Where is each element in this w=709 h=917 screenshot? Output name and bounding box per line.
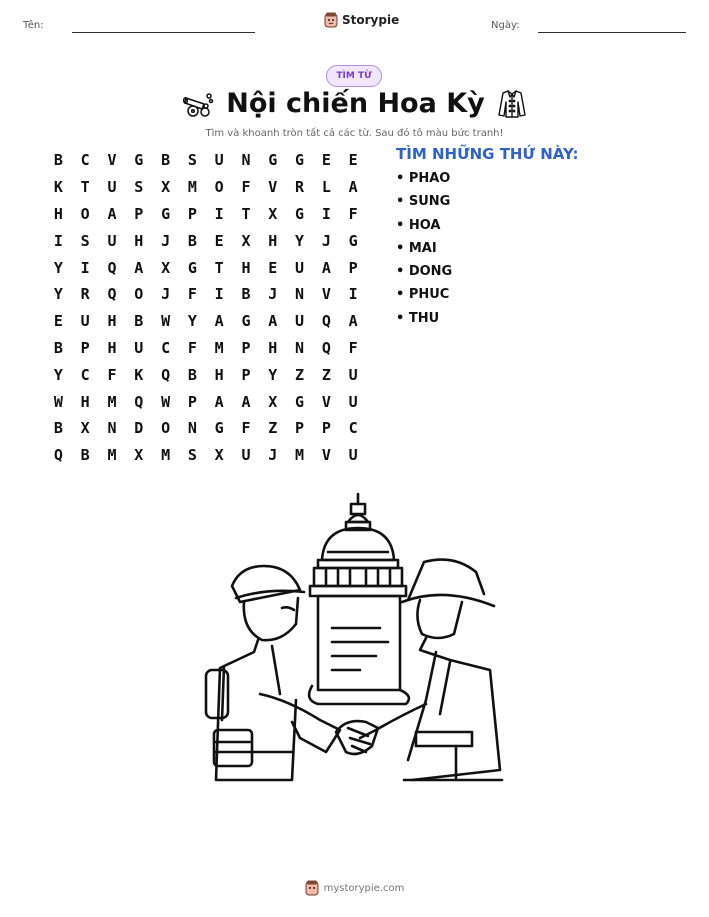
footer-url: mystorypie.com	[323, 882, 405, 894]
grid-letter[interactable]: Q	[321, 338, 331, 357]
title-row	[0, 88, 709, 119]
grid-letter[interactable]: T	[80, 178, 90, 197]
grid-letter[interactable]: G	[348, 231, 358, 250]
grid-row	[45, 388, 367, 415]
grid-letter[interactable]: F	[348, 338, 358, 357]
grid-letter[interactable]: Q	[134, 392, 144, 411]
grid-letter[interactable]: E	[268, 258, 278, 277]
grid-row	[45, 415, 367, 442]
grid-letter[interactable]: U	[214, 151, 224, 170]
grid-letter[interactable]: P	[187, 204, 197, 223]
grid-letter[interactable]: H	[80, 392, 90, 411]
grid-letter[interactable]: A	[241, 392, 251, 411]
grid-letter[interactable]: U	[107, 178, 117, 197]
grid-letter[interactable]: X	[268, 392, 278, 411]
grid-letter[interactable]: F	[348, 204, 358, 223]
grid-letter[interactable]: Q	[107, 258, 117, 277]
grid-letter[interactable]: V	[321, 285, 331, 304]
grid-letter[interactable]: O	[134, 285, 144, 304]
grid-letter[interactable]: P	[80, 338, 90, 357]
grid-letter[interactable]: J	[321, 231, 331, 250]
grid-letter[interactable]: U	[295, 258, 305, 277]
grid-letter[interactable]: Q	[107, 285, 117, 304]
word-list-item: • DONG	[396, 264, 453, 280]
grid-letter[interactable]: M	[107, 446, 117, 465]
grid-letter[interactable]: J	[161, 231, 171, 250]
grid-letter[interactable]: E	[348, 151, 358, 170]
grid-letter[interactable]: K	[53, 178, 63, 197]
grid-row	[45, 147, 367, 174]
grid-row	[45, 361, 367, 388]
grid-letter[interactable]: P	[241, 338, 251, 357]
grid-letter[interactable]: Z	[268, 419, 278, 438]
grid-letter[interactable]: Y	[53, 365, 63, 384]
grid-letter[interactable]: O	[161, 419, 171, 438]
brand-name: Storypie	[342, 13, 400, 27]
grid-letter[interactable]: W	[161, 312, 171, 331]
grid-letter[interactable]: X	[80, 419, 90, 438]
grid-letter[interactable]: G	[268, 151, 278, 170]
grid-letter[interactable]: V	[268, 178, 278, 197]
grid-letter[interactable]: G	[187, 258, 197, 277]
cannon-icon	[182, 90, 214, 118]
grid-letter[interactable]: U	[348, 446, 358, 465]
grid-letter[interactable]: J	[161, 285, 171, 304]
word-list-item: • MAI	[396, 240, 437, 256]
instructions: Tìm và khoanh tròn tất cả các từ. Sau đó tô màu bức tranh!	[205, 128, 504, 139]
grid-letter[interactable]: M	[161, 446, 171, 465]
grid-letter[interactable]: H	[107, 338, 117, 357]
grid-letter[interactable]: H	[268, 231, 278, 250]
grid-letter[interactable]: N	[107, 419, 117, 438]
grid-letter[interactable]: P	[241, 365, 251, 384]
capitol-dome-drawing	[310, 494, 406, 596]
grid-letter[interactable]: S	[187, 151, 197, 170]
grid-letter[interactable]: I	[80, 258, 90, 277]
grid-letter[interactable]: V	[107, 151, 117, 170]
grid-letter[interactable]: U	[348, 392, 358, 411]
grid-letter[interactable]: A	[348, 178, 358, 197]
activity-badge: TÌM TỪ	[326, 65, 382, 87]
grid-letter[interactable]: B	[53, 419, 63, 438]
grid-letter[interactable]: X	[241, 231, 251, 250]
grid-letter[interactable]: V	[321, 392, 331, 411]
grid-letter[interactable]: R	[295, 178, 305, 197]
grid-letter[interactable]: P	[348, 258, 358, 277]
grid-letter[interactable]: Q	[161, 365, 171, 384]
grid-letter[interactable]: O	[214, 178, 224, 197]
union-soldier-drawing	[206, 566, 340, 780]
grid-letter[interactable]: Z	[321, 365, 331, 384]
grid-letter[interactable]: I	[214, 285, 224, 304]
grid-letter[interactable]: A	[214, 312, 224, 331]
grid-letter[interactable]: Y	[53, 258, 63, 277]
grid-letter[interactable]: N	[187, 419, 197, 438]
grid-letter[interactable]: H	[214, 365, 224, 384]
brand	[324, 12, 399, 28]
grid-letter[interactable]: M	[107, 392, 117, 411]
grid-row	[45, 227, 367, 254]
military-jacket-icon	[497, 89, 527, 119]
grid-letter[interactable]: M	[295, 446, 305, 465]
grid-letter[interactable]: G	[295, 392, 305, 411]
grid-letter[interactable]: G	[295, 151, 305, 170]
grid-letter[interactable]: X	[214, 446, 224, 465]
grid-letter[interactable]: H	[134, 231, 144, 250]
grid-letter[interactable]: B	[80, 446, 90, 465]
grid-letter[interactable]: F	[187, 338, 197, 357]
grid-letter[interactable]: C	[348, 419, 358, 438]
grid-letter[interactable]: F	[107, 365, 117, 384]
grid-letter[interactable]: D	[134, 419, 144, 438]
name-label: Tên:	[23, 20, 44, 31]
gentleman-drawing	[360, 560, 502, 780]
grid-letter[interactable]: N	[295, 338, 305, 357]
grid-letter[interactable]: C	[80, 365, 90, 384]
grid-letter[interactable]: F	[241, 419, 251, 438]
grid-letter[interactable]: Q	[53, 446, 63, 465]
grid-letter[interactable]: S	[134, 178, 144, 197]
grid-letter[interactable]: B	[161, 151, 171, 170]
grid-letter[interactable]: A	[348, 312, 358, 331]
storypie-logo-icon	[305, 880, 319, 896]
grid-letter[interactable]: A	[107, 204, 117, 223]
grid-letter[interactable]: J	[268, 285, 278, 304]
grid-letter[interactable]: J	[268, 446, 278, 465]
grid-row	[45, 335, 367, 362]
word-list-item: • SUNG	[396, 194, 451, 210]
grid-letter[interactable]: I	[321, 204, 331, 223]
date-label: Ngày:	[491, 20, 520, 31]
footer	[0, 880, 709, 896]
word-search-grid	[45, 147, 367, 469]
grid-letter[interactable]: G	[161, 204, 171, 223]
grid-row	[45, 254, 367, 281]
grid-letter[interactable]: Z	[295, 365, 305, 384]
grid-letter[interactable]: I	[53, 231, 63, 250]
grid-row	[45, 442, 367, 469]
word-list-item: • PHUC	[396, 287, 450, 303]
grid-letter[interactable]: I	[214, 204, 224, 223]
grid-letter[interactable]: B	[187, 365, 197, 384]
grid-letter[interactable]: G	[295, 204, 305, 223]
grid-letter[interactable]: U	[107, 231, 117, 250]
grid-letter[interactable]: X	[161, 258, 171, 277]
grid-letter[interactable]: B	[187, 231, 197, 250]
grid-letter[interactable]: C	[80, 151, 90, 170]
grid-letter[interactable]: G	[134, 151, 144, 170]
grid-letter[interactable]: A	[268, 312, 278, 331]
word-list-title: TÌM NHỮNG THỨ NÀY:	[396, 145, 579, 163]
grid-letter[interactable]: T	[214, 258, 224, 277]
grid-letter[interactable]: U	[241, 446, 251, 465]
grid-letter[interactable]: B	[241, 285, 251, 304]
grid-row	[45, 281, 367, 308]
grid-letter[interactable]: K	[134, 365, 144, 384]
grid-letter[interactable]: P	[295, 419, 305, 438]
grid-letter[interactable]: Y	[53, 285, 63, 304]
grid-letter[interactable]: S	[187, 446, 197, 465]
grid-letter[interactable]: N	[241, 151, 251, 170]
grid-letter[interactable]: P	[321, 419, 331, 438]
grid-letter[interactable]: I	[348, 285, 358, 304]
grid-letter[interactable]: S	[80, 231, 90, 250]
grid-letter[interactable]: X	[268, 204, 278, 223]
grid-row	[45, 174, 367, 201]
handshake-drawing	[336, 721, 378, 754]
grid-letter[interactable]: N	[295, 285, 305, 304]
grid-letter[interactable]: A	[134, 258, 144, 277]
grid-letter[interactable]: V	[321, 446, 331, 465]
grid-row	[45, 201, 367, 228]
grid-letter[interactable]: P	[134, 204, 144, 223]
grid-letter[interactable]: H	[53, 204, 63, 223]
date-line	[538, 32, 686, 33]
grid-letter[interactable]: F	[241, 178, 251, 197]
storypie-logo-icon	[324, 12, 338, 28]
grid-letter[interactable]: A	[214, 392, 224, 411]
grid-letter[interactable]: W	[53, 392, 63, 411]
handshake-illustration	[200, 490, 510, 790]
grid-letter[interactable]: X	[161, 178, 171, 197]
grid-letter[interactable]: E	[214, 231, 224, 250]
grid-letter[interactable]: W	[161, 392, 171, 411]
grid-letter[interactable]: C	[161, 338, 171, 357]
grid-letter[interactable]: H	[107, 312, 117, 331]
grid-letter[interactable]: Q	[321, 312, 331, 331]
scroll-drawing	[309, 596, 409, 704]
page-title: Nội chiến Hoa Kỳ	[226, 88, 485, 119]
grid-letter[interactable]: Y	[187, 312, 197, 331]
grid-letter[interactable]: G	[241, 312, 251, 331]
grid-letter[interactable]: B	[53, 338, 63, 357]
grid-letter[interactable]: H	[241, 258, 251, 277]
grid-letter[interactable]: Y	[268, 365, 278, 384]
grid-letter[interactable]: U	[134, 338, 144, 357]
grid-letter[interactable]: O	[80, 204, 90, 223]
grid-letter[interactable]: U	[295, 312, 305, 331]
grid-letter[interactable]: T	[241, 204, 251, 223]
grid-letter[interactable]: H	[268, 338, 278, 357]
grid-letter[interactable]: X	[134, 446, 144, 465]
grid-letter[interactable]: A	[321, 258, 331, 277]
grid-letter[interactable]: F	[187, 285, 197, 304]
grid-letter[interactable]: U	[348, 365, 358, 384]
name-line	[72, 32, 255, 33]
grid-letter[interactable]: B	[134, 312, 144, 331]
word-list	[396, 171, 452, 334]
word-list-item: • PHAO	[396, 171, 451, 186]
grid-letter[interactable]: G	[214, 419, 224, 438]
grid-row	[45, 308, 367, 335]
word-list-item: • HOA	[396, 217, 441, 233]
grid-letter[interactable]: M	[214, 338, 224, 357]
grid-letter[interactable]: R	[80, 285, 90, 304]
grid-letter[interactable]: M	[187, 178, 197, 197]
grid-letter[interactable]: U	[80, 312, 90, 331]
grid-letter[interactable]: E	[53, 312, 63, 331]
word-list-item: • THU	[396, 310, 440, 326]
grid-letter[interactable]: L	[321, 178, 331, 197]
grid-letter[interactable]: E	[321, 151, 331, 170]
grid-letter[interactable]: Y	[295, 231, 305, 250]
grid-letter[interactable]: B	[53, 151, 63, 170]
grid-letter[interactable]: P	[187, 392, 197, 411]
